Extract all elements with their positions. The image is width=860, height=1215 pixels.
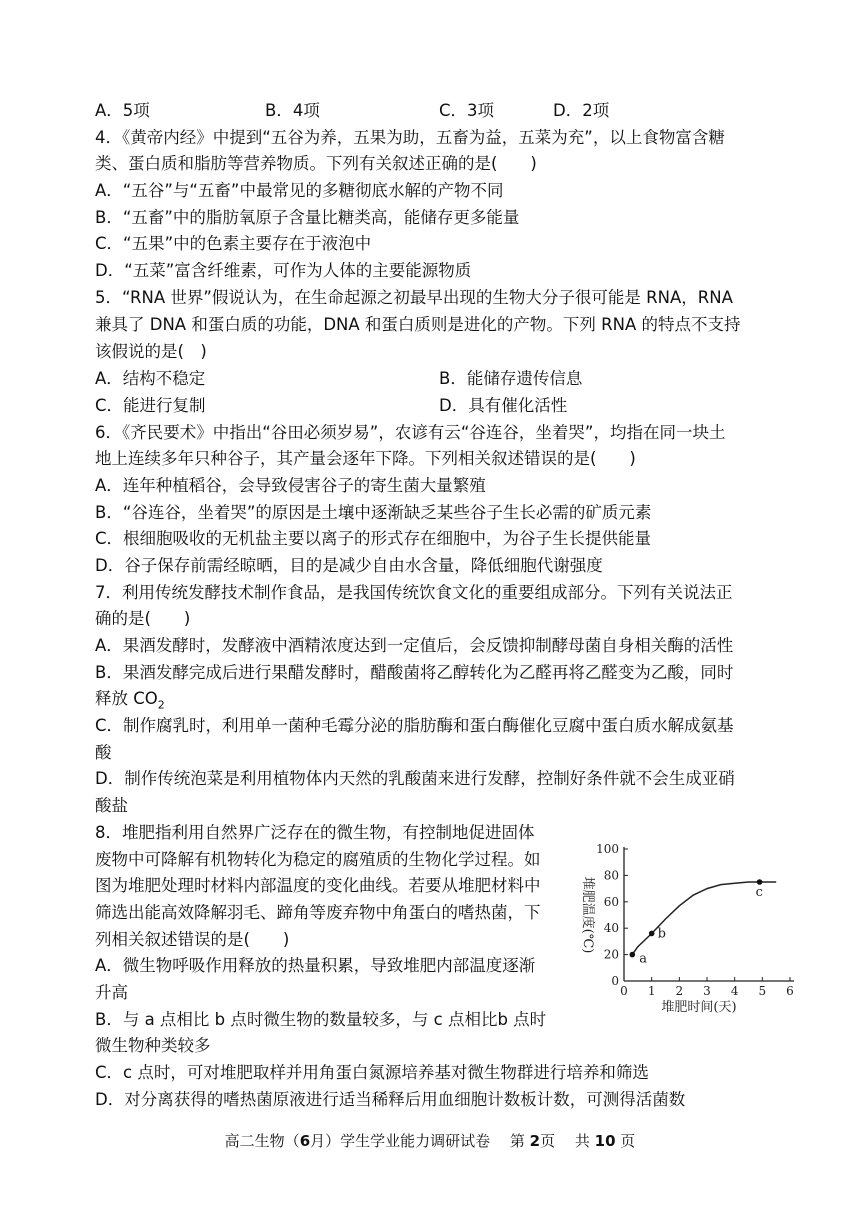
y-tick-label: 40 <box>603 921 619 936</box>
q5-stem-line-2: 兼具了 DNA 和蛋白质的功能，DNA 和蛋白质则是进化的产物。下列 RNA 的特点不支持 <box>95 315 741 334</box>
q5-option-a: A．结构不稳定 <box>95 369 206 388</box>
q8-option-c: C．c 点时，可对堆肥取样并用角蛋白氮源培养基对微生物群进行培养和筛选 <box>95 1063 649 1082</box>
x-tick-label: 5 <box>758 984 767 998</box>
y-tick-label: 0 <box>611 974 619 988</box>
x-tick-label: 1 <box>647 984 656 998</box>
q8-stem-line-2: 废物中可降解有机物转化为稳定的腐殖质的生物化学过程。如 <box>95 850 541 869</box>
q7-option-a: A．果酒发酵时，发酵液中酒精浓度达到一定值后，会反馈抑制酵母菌自身相关酶的活性 <box>95 636 734 655</box>
y-axis-label: 堆肥温度(℃) <box>580 876 595 954</box>
x-tick-label: 6 <box>786 984 794 998</box>
q8-option-a-line-1: A．微生物呼吸作用释放的热量积累，导致堆肥内部温度逐渐 <box>95 956 536 975</box>
footer-middle: 月）学生学业能力调研试卷 第 <box>310 1132 530 1150</box>
q3-option-d: D．2项 <box>553 101 610 120</box>
q5-stem-line-3: 该假说的是( ) <box>95 342 207 361</box>
footer-prefix: 高二生物（ <box>224 1132 300 1150</box>
q4-option-c: C．“五果”中的色素主要存在于液泡中 <box>95 234 372 253</box>
q5-option-d: D．具有催化活性 <box>439 396 568 415</box>
q8-option-a-line-2: 升高 <box>95 983 128 1002</box>
page-footer <box>0 1130 860 1151</box>
q5-stem-line-1: 5．“RNA 世界”假说认为，在生命起源之初最早出现的生物大分子很可能是 RNA，RNA <box>95 288 733 307</box>
y-tick-label: 100 <box>596 842 619 856</box>
q4-stem-line-2: 类、蛋白质和脂肪等营养物质。下列有关叙述正确的是( ) <box>95 154 537 173</box>
x-tick-label: 3 <box>703 984 711 998</box>
q5-options-row-2 <box>95 396 795 416</box>
footer-total-pages: 10 <box>594 1132 616 1150</box>
y-tick-label: 60 <box>603 894 619 909</box>
q4-stem-line-1: 4．《黄帝内经》中提到“五谷为养，五果为助，五畜为益，五菜为充”，以上食物富含糖 <box>95 128 725 147</box>
q7-option-b-line-1: B．果酒发酵完成后进行果醋发酵时，醋酸菌将乙醇转化为乙醛再将乙醛变为乙酸，同时 <box>95 663 734 682</box>
footer-month: 6 <box>299 1132 311 1150</box>
q5-option-b: B．能储存遗传信息 <box>439 369 583 388</box>
q8-option-d: D．对分离获得的嗜热菌原液进行适当稀释后用血细胞计数板计数，可测得活菌数 <box>95 1090 686 1109</box>
q8-option-b-line-2: 微生物种类较多 <box>95 1036 211 1055</box>
q8-stem-line-1: 8．堆肥指利用自然界广泛存在的微生物，有控制地促进固体 <box>95 823 535 842</box>
q7-option-d-line-1: D．制作传统泡菜是利用植物体内天然的乳酸菌来进行发酵，控制好条件就不会生成亚硝 <box>95 769 735 788</box>
q8-stem-line-4: 筛选出能高效降解羽毛、蹄角等废弃物中角蛋白的嗜热菌，下 <box>95 903 541 922</box>
footer-suffix-2: 页 <box>615 1132 636 1150</box>
data-point-label-b: b <box>657 926 666 942</box>
data-point-b <box>649 931 655 937</box>
q6-option-c: C．根细胞吸收的无机盐主要以离子的形式存在细胞中，为谷子生长提供能量 <box>95 529 652 548</box>
data-point-label-c: c <box>755 885 763 900</box>
q4-option-a: A．“五谷”与“五畜”中最常见的多糖彻底水解的产物不同 <box>95 181 504 200</box>
q6-stem-line-2: 地上连续多年只种谷子，其产量会逐年下降。下列相关叙述错误的是( ) <box>95 449 636 468</box>
q4-option-d: D．“五菜”富含纤维素，可作为人体的主要能源物质 <box>95 261 472 280</box>
data-point-label-a: a <box>639 951 648 967</box>
footer-page-number: 2 <box>529 1132 541 1150</box>
q7-option-b-text: 释放 CO <box>95 689 158 708</box>
q8-option-b-line-1: B．与 a 点相比 b 点时微生物的数量较多，与 c 点相比b 点时 <box>95 1010 547 1029</box>
footer-suffix-1: 页 共 <box>540 1132 595 1150</box>
y-tick-label: 20 <box>603 947 619 962</box>
q6-option-b: B．“谷连谷，坐着哭”的原因是土壤中逐渐缺乏某些谷子生长必需的矿质元素 <box>95 503 652 522</box>
q7-stem-line-2: 确的是( ) <box>95 609 191 628</box>
q6-option-d: D．谷子保存前需经晾晒，目的是减少自由水含量，降低细胞代谢强度 <box>95 556 603 575</box>
data-point-a <box>630 952 636 958</box>
y-tick-label: 80 <box>603 868 619 883</box>
q6-stem-line-1: 6．《齐民要术》中指出“谷田必须岁易”，农谚有云“谷连谷，坐着哭”，均指在同一块土 <box>95 423 726 442</box>
q3-option-b: B．4项 <box>265 101 320 120</box>
data-point-c <box>757 879 763 885</box>
x-tick-label: 2 <box>675 984 684 998</box>
compost-temperature-chart <box>565 832 805 1017</box>
subscript-2: 2 <box>157 698 165 712</box>
q8-stem-line-3: 图为堆肥处理时材料内部温度的变化曲线。若要从堆肥材料中 <box>95 876 541 895</box>
x-tick-label: 0 <box>620 984 628 998</box>
x-axis-label: 堆肥时间(天) <box>661 1000 737 1015</box>
q7-option-c-line-1: C．制作腐乳时，利用单一菌种毛霉分泌的脂肪酶和蛋白酶催化豆腐中蛋白质水解成氨基 <box>95 716 734 735</box>
chart-plot-area <box>580 842 794 1015</box>
q7-option-b-line-2 <box>95 689 165 715</box>
q8-stem-line-5: 列相关叙述错误的是( ) <box>95 930 290 949</box>
q3-option-a: A．5项 <box>95 101 150 120</box>
q5-options-row-1 <box>95 369 795 389</box>
q7-option-d-line-2: 酸盐 <box>95 796 128 815</box>
q5-option-c: C．能进行复制 <box>95 396 206 415</box>
q7-stem-line-1: 7．利用传统发酵技术制作食品，是我国传统饮食文化的重要组成部分。下列有关说法正 <box>95 583 733 602</box>
q6-option-a: A．连年种植稻谷，会导致侵害谷子的寄生菌大量繁殖 <box>95 476 486 495</box>
q4-option-b: B．“五畜”中的脂肪氧原子含量比糖类高，能储存更多能量 <box>95 208 520 227</box>
q3-option-c: C．3项 <box>439 101 495 120</box>
q7-option-c-line-2: 酸 <box>95 743 112 762</box>
x-tick-label: 4 <box>730 984 739 998</box>
q3-options <box>95 101 795 121</box>
